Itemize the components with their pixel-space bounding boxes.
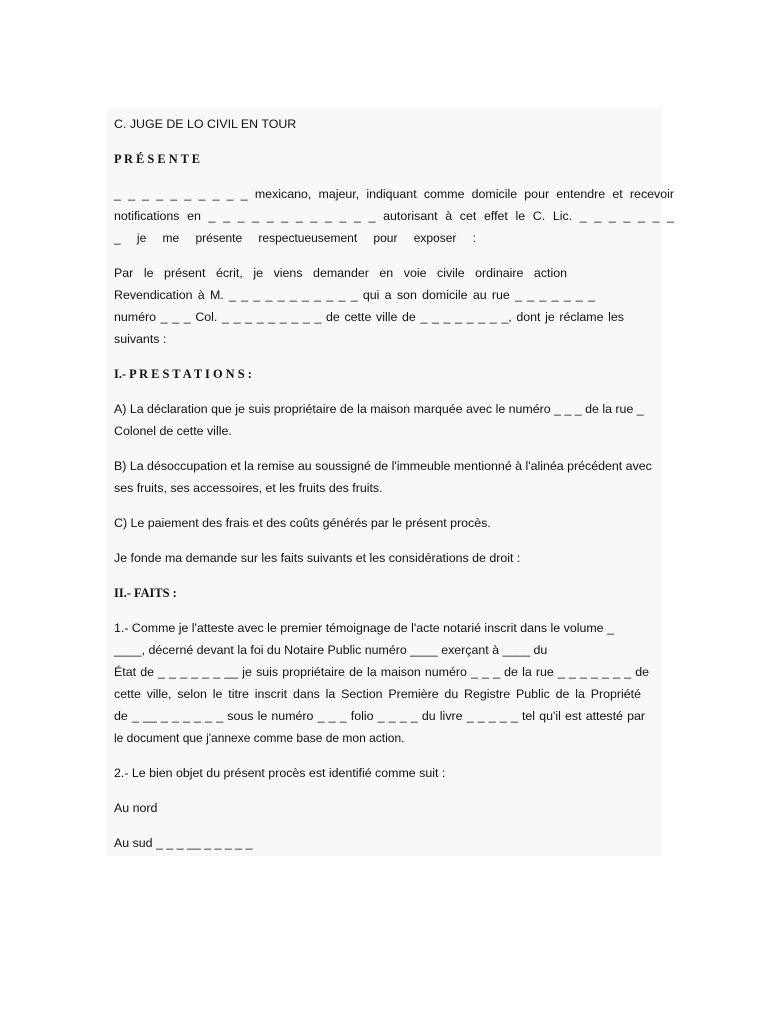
fait-2: 2.- Le bien objet du présent procès est identifié comme suit :: [114, 766, 446, 780]
prestation-b-line-2: ses fruits, ses accessoires, et les fruits des fruits.: [114, 481, 383, 495]
intro-line-3: _ je me présente respectueusement pour exposer :: [114, 231, 476, 245]
boundary-north: Au nord: [114, 801, 158, 815]
boundary-south: Au sud _ _ _ __ _ _ _ _ _: [114, 836, 253, 850]
prestation-a-line-1: A) La déclaration que je suis propriétaire de la maison marquée avec le numéro _ _ _ de la rue _: [114, 402, 644, 416]
prestation-b-line-1: B) La désoccupation et la remise au soussigné de l'immeuble mentionné à l'alinéa précédent avec: [114, 459, 652, 473]
prestation-c: C) Le paiement des frais et des coûts générés par le présent procès.: [114, 516, 491, 530]
request-line-2: Revendication à M. _ _ _ _ _ _ _ _ _ _ _ qui a son domicile au rue _ _ _ _ _ _ _: [114, 288, 595, 302]
legal-basis: Je fonde ma demande sur les faits suivants et les considérations de droit :: [114, 551, 521, 565]
presente-heading: P R É S E N T E: [114, 152, 200, 166]
request-line-4: suivants :: [114, 332, 167, 346]
intro-line-1: _ _ _ _ _ _ _ _ _ _ mexicano, majeur, indiquant comme domicile pour entendre et recevoir: [114, 187, 674, 201]
request-line-3: numéro _ _ _ Col. _ _ _ _ _ _ _ _ _ de cette ville de _ _ _ _ _ _ _ _, dont je réclame les: [114, 310, 624, 324]
fait-1-line-4: cette ville, selon le titre inscrit dans la Section Première du Registre Public de la Propriété: [114, 687, 641, 701]
fait-1-line-5: de _ __ _ _ _ _ _ _ sous le numéro _ _ _ folio _ _ _ _ du livre _ _ _ _ _ tel qu'il est attesté par: [114, 709, 645, 723]
intro-line-2: notifications en _ _ _ _ _ _ _ _ _ _ _ _ autorisant à cet effet le C. Lic. _ _ _ _ _ _ _: [114, 209, 674, 223]
fait-1-line-3: État de _ _ _ _ _ _ __ je suis propriétaire de la maison numéro _ _ _ de la rue _ _ _ _ _ _ _ de: [114, 665, 649, 679]
section-prestations-title: I.- P R E S T A T I O N S :: [114, 367, 252, 381]
prestation-a-line-2: Colonel de cette ville.: [114, 424, 232, 438]
court-heading: C. JUGE DE LO CIVIL EN TOUR: [114, 117, 297, 131]
fait-1-line-6: le document que j'annexe comme base de mon action.: [114, 731, 405, 745]
request-line-1: Par le présent écrit, je viens demander en voie civile ordinaire action: [114, 266, 567, 280]
fait-1-line-2: ____, décerné devant la foi du Notaire Public numéro ____ exerçant à ____ du: [114, 643, 548, 657]
section-faits-title: II.- FAITS :: [114, 586, 177, 600]
document-body: [114, 113, 674, 854]
fait-1-line-1: 1.- Comme je l'atteste avec le premier témoignage de l'acte notarié inscrit dans le volume _: [114, 621, 614, 635]
